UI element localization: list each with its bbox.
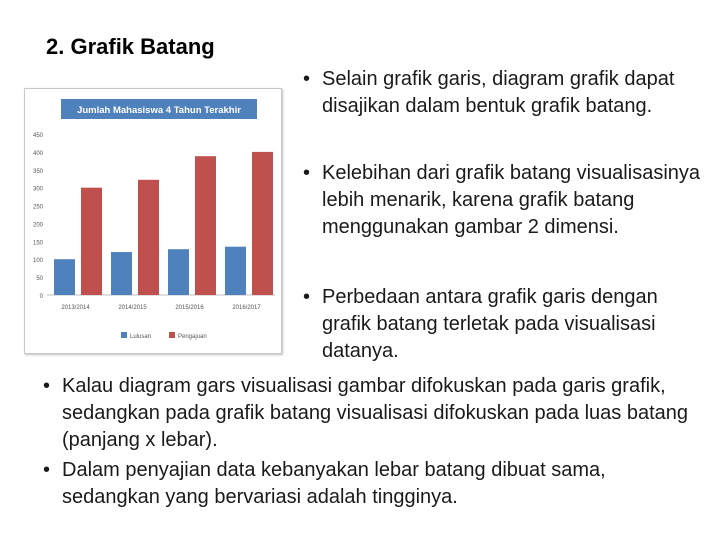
y-tick-label: 300 — [32, 186, 43, 193]
bullet-dot: • — [43, 459, 51, 481]
x-tick-label: 2014/2015 — [118, 305, 147, 311]
bullet-item — [303, 160, 702, 241]
bullet-text: Perbedaan antara grafik garis dengan grafik batang terletak pada visualisasi datanya. — [322, 286, 658, 362]
bullet-text: Kalau diagram gars visualisasi gambar difokuskan pada garis grafik, sedangkan pada grafik batang visualisasi difokuskan pada luas batang (panjang x lebar). — [62, 375, 688, 451]
bullet-text: Dalam penyajian data kebanyakan lebar batang dibuat sama, sedangkan yang bervariasi adalah tingginya. — [62, 459, 606, 508]
bullet-dot: • — [303, 68, 311, 90]
x-tick-label: 2016/2017 — [232, 305, 261, 311]
bullet-item — [43, 457, 702, 511]
y-tick-label: 350 — [32, 168, 43, 175]
slide-title: 2. Grafik Batang — [46, 34, 215, 59]
y-tick-label: 100 — [32, 258, 43, 265]
legend-label-lulusan: Lulusan — [130, 334, 152, 340]
y-tick-label: 200 — [32, 222, 43, 229]
bullet-dot: • — [303, 162, 311, 184]
y-tick-label: 0 — [39, 294, 43, 300]
x-tick-label: 2015/2016 — [175, 305, 204, 311]
bullet-text: Kelebihan dari grafik batang visualisasinya lebih menarik, karena grafik batang menggunakan gambar 2 dimensi. — [322, 162, 701, 238]
y-tick-label: 50 — [36, 276, 43, 283]
bullet-item — [303, 66, 702, 120]
legend-label-pengajuan: Pengajuan — [178, 334, 207, 340]
bullet-dot: • — [303, 286, 311, 308]
y-tick-label: 400 — [32, 150, 43, 157]
bullet-dot: • — [43, 375, 51, 397]
y-tick-label: 150 — [32, 240, 43, 247]
x-tick-label: 2013/2014 — [61, 305, 90, 311]
bullet-text: Selain grafik garis, diagram grafik dapat disajikan dalam bentuk grafik batang. — [322, 68, 675, 117]
y-tick-label: 450 — [32, 133, 43, 139]
y-tick-label: 250 — [32, 204, 43, 211]
bullet-item — [303, 284, 702, 365]
chart-title: Jumlah Mahasiswa 4 Tahun Terakhir — [77, 105, 241, 116]
bullet-item — [43, 373, 702, 454]
